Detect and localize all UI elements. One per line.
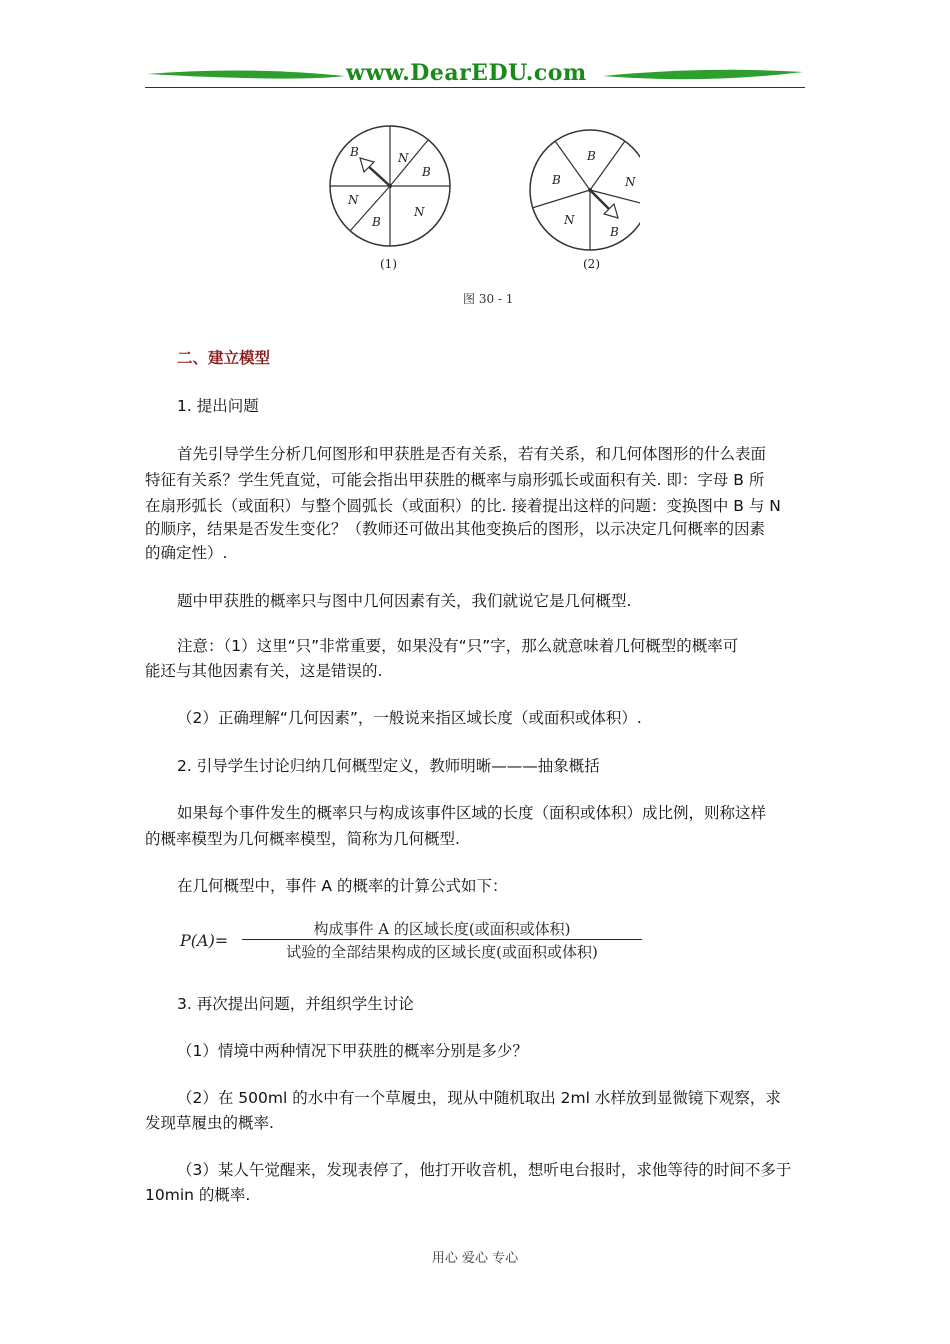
p1-line-3: 在扇形弧长（或面积）与整个圆弧长（或面积）的比. 接着提出这样的问题：变换图中 B 与 N <box>145 497 781 515</box>
formula-intro: 在几何概型中，事件 A 的概率的计算公式如下： <box>177 877 508 895</box>
right-leaf <box>603 70 803 79</box>
item-1: （1）情境中两种情况下甲获胜的概率分别是多少？ <box>177 1042 528 1060</box>
w1-label: N <box>398 151 409 165</box>
q1-title: 1. 提出问题 <box>177 397 259 415</box>
p2: 题中甲获胜的概率只与图中几何因素有关，我们就说它是几何概型. <box>177 592 632 610</box>
item-3-line-2: 10min 的概率. <box>145 1186 251 1204</box>
item-2-line-1: （2）在 500ml 的水中有一个草履虫，现从中随机取出 2ml 水样放到显微镜下观察，求 <box>177 1089 781 1107</box>
spinner-figure <box>320 120 640 285</box>
p1-line-2: 特征有关系？学生凭直觉，可能会指出甲获胜的概率与扇形弧长或面积有关. 即：字母 B 所 <box>145 471 765 489</box>
p1-line-4: 的顺序，结果是否发生变化？（教师还可做出其他变换后的图形，以示决定几何概率的因素 <box>145 520 766 538</box>
formula-numerator: 构成事件 A 的区域长度(或面积或体积) <box>313 920 571 938</box>
header-rule <box>145 87 805 88</box>
subcaption-2: (2) <box>583 257 600 271</box>
figure-caption: 图 30 - 1 <box>463 292 514 306</box>
note-line-2: 能还与其他因素有关，这是错误的. <box>145 662 383 680</box>
note-line-1: 注意：（1）这里“只”非常重要，如果没有“只”字，那么就意味着几何概型的概率可 <box>177 637 739 655</box>
footer: 用心 爱心 专心 <box>431 1251 519 1266</box>
item-2-line-2: 发现草履虫的概率. <box>145 1114 274 1132</box>
q2-title: 2. 引导学生讨论归纳几何概型定义，教师明晰———抽象概括 <box>177 757 600 775</box>
wheel-1 <box>330 126 450 246</box>
section-title: 二、建立模型 <box>177 349 271 367</box>
w2-label: B <box>610 225 619 239</box>
item-3-line-1: （3）某人午觉醒来，发现表停了，他打开收音机，想听电台报时，求他等待的时间不多于 <box>177 1161 792 1179</box>
w2-label: N <box>564 213 575 227</box>
formula-denominator: 试验的全部结果构成的区域长度(或面积或体积) <box>286 943 598 961</box>
w1-label: B <box>372 215 381 229</box>
subcaption-1: (1) <box>380 257 397 271</box>
w1-label: B <box>350 145 359 159</box>
p1-line-1: 首先引导学生分析几何图形和甲获胜是否有关系，若有关系，和几何体图形的什么表面 <box>177 445 767 463</box>
def-line-1: 如果每个事件发生的概率只与构成该事件区域的长度（面积或体积）成比例，则称这样 <box>177 804 767 822</box>
site-title[interactable]: www.DearEDU.com <box>346 60 587 86</box>
fraction-bar <box>242 939 642 940</box>
w1-label: N <box>414 205 425 219</box>
w2-label: B <box>587 149 596 163</box>
w2-label: B <box>552 173 561 187</box>
left-leaf <box>147 70 345 78</box>
note-2: （2）正确理解“几何因素”，一般说来指区域长度（或面积或体积）. <box>177 709 642 727</box>
w1-label: N <box>348 193 359 207</box>
p1-line-5: 的确定性）. <box>145 544 228 562</box>
formula-lhs: P(A)= <box>180 931 229 950</box>
w2-label: N <box>625 175 636 189</box>
wheel-2 <box>530 130 640 250</box>
q3-title: 3. 再次提出问题，并组织学生讨论 <box>177 995 414 1013</box>
def-line-2: 的概率模型为几何概率模型，简称为几何概型. <box>145 830 460 848</box>
w1-label: B <box>422 165 431 179</box>
